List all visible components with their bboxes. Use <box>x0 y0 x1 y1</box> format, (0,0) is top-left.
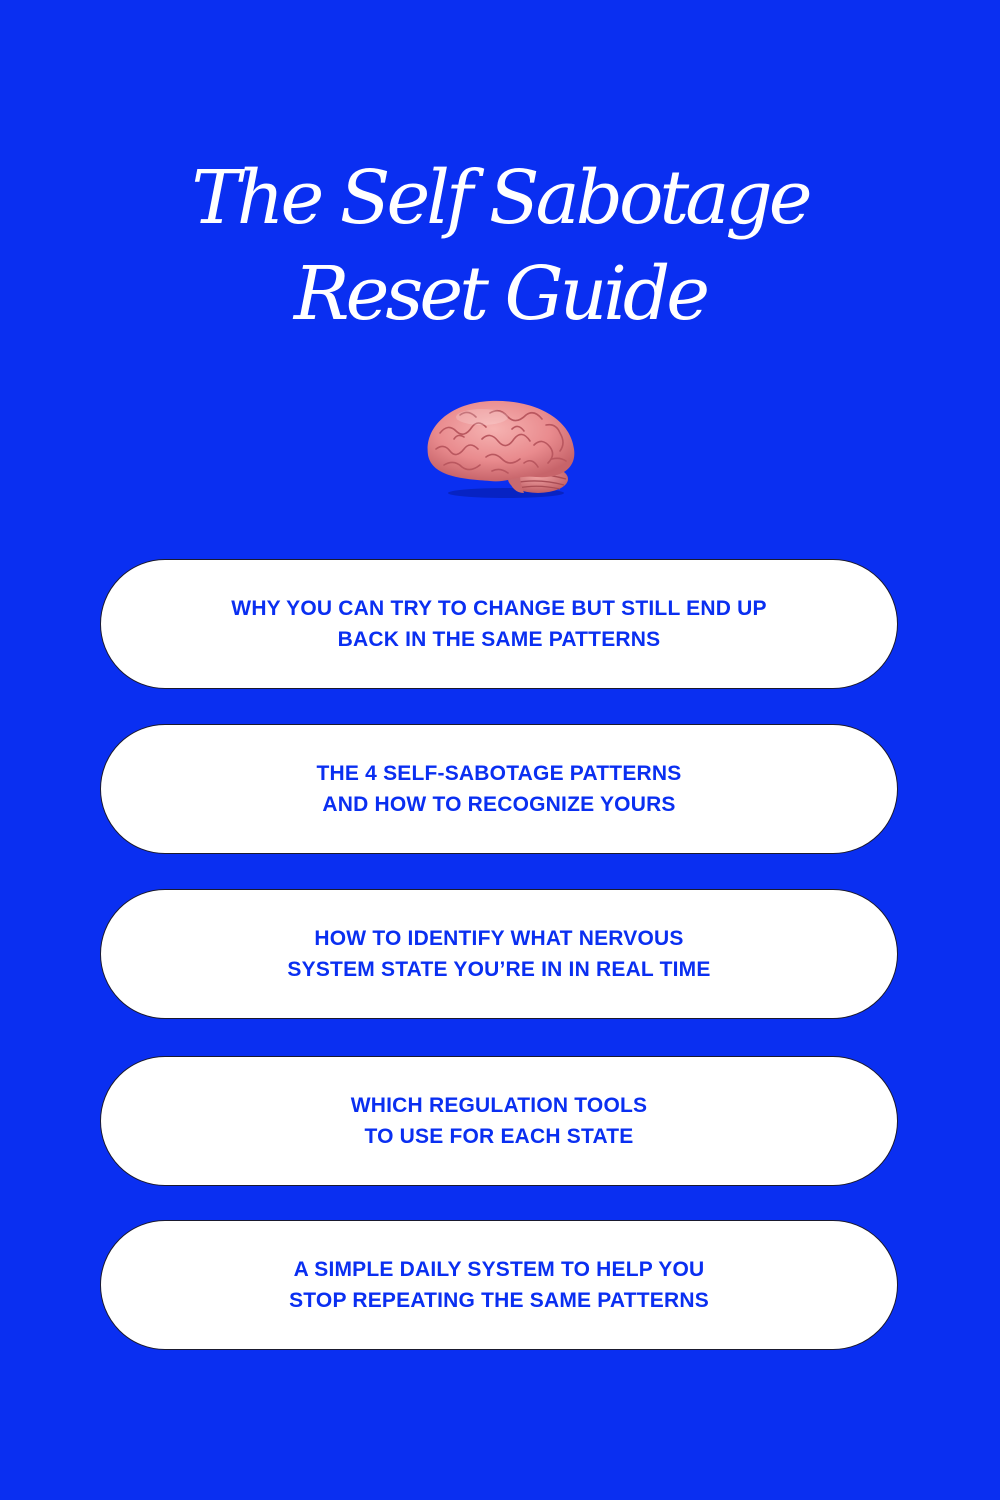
guide-item-4 <box>100 1056 898 1186</box>
guide-item-1-line-2: BACK IN THE SAME PATTERNS <box>337 628 661 651</box>
guide-item-5 <box>100 1220 898 1350</box>
guide-title <box>0 150 1000 342</box>
guide-item-2-line-1: THE 4 SELF-SABOTAGE PATTERNS <box>316 762 682 785</box>
guide-item-3 <box>100 889 898 1019</box>
guide-item-2 <box>100 724 898 854</box>
guide-item-5-line-2: STOP REPEATING THE SAME PATTERNS <box>289 1289 709 1312</box>
guide-item-1-line-1: WHY YOU CAN TRY TO CHANGE BUT STILL END UP <box>231 597 767 620</box>
guide-item-3-line-2: SYSTEM STATE YOU’RE IN IN REAL TIME <box>287 958 711 981</box>
guide-item-5-line-1: A SIMPLE DAILY SYSTEM TO HELP YOU <box>293 1258 705 1281</box>
title-line-2: Reset Guide <box>293 251 707 337</box>
guide-item-2-line-2: AND HOW TO RECOGNIZE YOURS <box>322 793 676 816</box>
guide-item-3-line-1: HOW TO IDENTIFY WHAT NERVOUS <box>314 927 684 950</box>
guide-item-1 <box>100 559 898 689</box>
guide-item-4-line-2: TO USE FOR EACH STATE <box>364 1125 634 1148</box>
title-line-1: The Self Sabotage <box>191 155 809 241</box>
brain-icon <box>420 393 580 503</box>
guide-item-4-line-1: WHICH REGULATION TOOLS <box>350 1094 648 1117</box>
